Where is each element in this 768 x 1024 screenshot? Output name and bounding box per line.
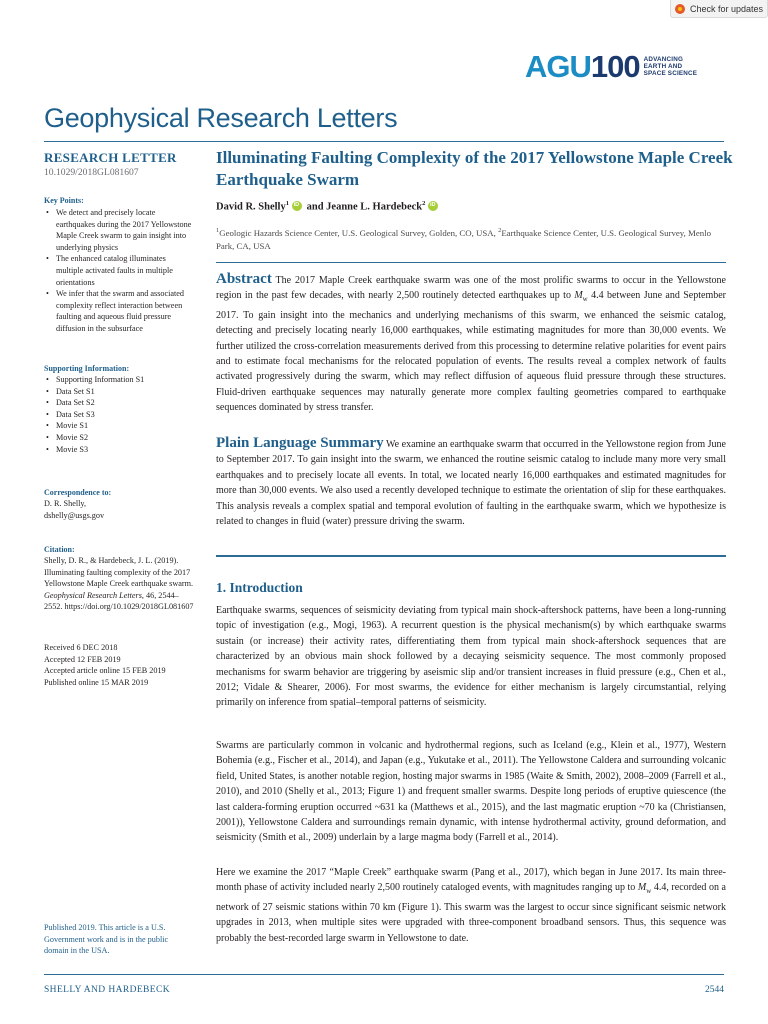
abstract-text: 4.4 between June and September 2017. To gain insight into the mechanics and underlying mechanisms of this swarm, we enhanced the seismic catalog, detecting and precisely locating nearly 16,000 earthquakes, while estimating magnitudes for more than 30,000 events. We further utilized the cross-correlation measurements derived from this processing to determine relative polarities for event pairs and to estimate focal mechanisms for the relocated population of events. The results reveal a complex network of faults activated progressively during the swarm, which may reflect diffusion of aqueous fluid pressure through these structures. Fluid-driven earthquake sequences may naturally generate more complex faulting geometries compared to earthquake sequences dominated by stress transfer. bbox=[216, 290, 726, 414]
key-points-list bbox=[44, 207, 194, 335]
header-divider bbox=[44, 141, 724, 142]
author-separator: and bbox=[303, 201, 327, 213]
intro-paragraph: Swarms are particularly common in volcanic and hydrothermal regions, such as Iceland (e.g., Klein et al., 1977), Western Bohemia (e.g., Fischer et al., 2014), and Japan (e.g., Yukutake et al., 2011). The Yellowstone Caldera and surrounding volcanic field, United States, is another notable region, hosting major swarms in 1985 (Waite & Smith, 2002), 2008–2009 (Farrell et al., 2010), and 2010 (Shelly et al., 2013; Figure 1) and frequent smaller swarms. Despite long periods of eruptive quiescence (the last caldera-forming eruption occurred ~631 ka (Matthews et al., 2015), and the last magmatic eruption ~70 ka (Christiansen, 2001)), Yellowstone Caldera and surroundings remain dynamic, with intense hydrothermal activity, ground deformation, and seismicity (Smith et al., 2009) underlain by a large magma body (Farrell et al., 2014). bbox=[216, 740, 726, 844]
correspondence bbox=[44, 488, 194, 521]
footer-divider bbox=[44, 974, 724, 975]
key-point-item: • We infer that the swarm and associated complexity reflect interaction between faulting and aqueous fluid pressure diffusion in the subsurface bbox=[44, 288, 194, 334]
logo-tag-line: ADVANCING bbox=[643, 55, 684, 63]
check-updates-label: Check for updates bbox=[690, 3, 764, 14]
author-list bbox=[216, 200, 440, 213]
orcid-icon[interactable] bbox=[292, 201, 302, 211]
supporting-item[interactable]: • Data Set S3 bbox=[44, 409, 194, 421]
intro-paragraph: Earthquake swarms, sequences of seismicity deviating from typical main shock-aftershock patterns, have been a long-running topic of investigation (e.g., Mogi, 1963). A recurrent question is the physical mechanism(s) by which earthquake swarms sustain (or increase) their activity rates, differentiating them from typical main shock-aftershock sequences that are characterized by an obvious main shock followed by a decaying seismicity sequence. The most commonly proposed mechanisms for swarm behavior are triggering by aseismic slip and/or transient increases in fluid pressure (e.g., Chen et al., 2012; Vidale & Shearer, 2006). For most swarms, the evidence for either mechanism is largely circumstantial, relying primarily on inference from spatial–temporal patterns of seismicity. bbox=[216, 605, 726, 709]
citation-journal: Geophysical Research Letters bbox=[44, 590, 142, 600]
published-online-date: Published online 15 MAR 2019 bbox=[44, 677, 149, 687]
citation-vol: , 46, bbox=[141, 590, 159, 600]
logo-agu: AGU bbox=[525, 48, 591, 84]
plain-language-summary bbox=[216, 436, 726, 529]
section-divider bbox=[216, 555, 726, 557]
logo-tagline bbox=[644, 56, 698, 77]
affil-sup: 1 bbox=[216, 227, 220, 234]
article-doi[interactable]: 10.1029/2018GL081607 bbox=[44, 167, 139, 178]
supporting-item[interactable]: • Movie S1 bbox=[44, 420, 194, 432]
abstract-heading: Abstract bbox=[216, 271, 272, 287]
key-points bbox=[44, 196, 194, 335]
supporting-item[interactable]: • Data Set S2 bbox=[44, 397, 194, 409]
received-date: Received 6 DEC 2018 bbox=[44, 643, 118, 652]
supporting-item[interactable]: • Movie S2 bbox=[44, 432, 194, 444]
author-name[interactable]: Jeanne L. Hardebeck bbox=[326, 201, 423, 213]
citation bbox=[44, 545, 196, 613]
affil-sup: 2 bbox=[498, 227, 502, 234]
supporting-item[interactable]: • Supporting Information S1 bbox=[44, 374, 194, 386]
pls-heading: Plain Language Summary bbox=[216, 435, 384, 451]
abstract bbox=[216, 272, 726, 416]
citation-post[interactable]: 2544–2552. https://doi.org/10.1029/2018GL081607 bbox=[44, 590, 194, 612]
supporting-item[interactable]: • Movie S3 bbox=[44, 444, 194, 456]
supporting-heading: Supporting Information: bbox=[44, 364, 130, 373]
agu-logo-mark bbox=[525, 48, 640, 84]
affiliation-2: Earthquake Science Center, U.S. Geological Survey, Menlo Park, CA, USA bbox=[216, 227, 711, 252]
logo-tag-line: SPACE SCIENCE bbox=[643, 69, 698, 77]
correspondence-heading: Correspondence to: bbox=[44, 488, 112, 497]
supporting-information bbox=[44, 364, 194, 455]
citation-heading: Citation: bbox=[44, 545, 75, 554]
citation-pre: Shelly, D. R., & Hardebeck, J. L. (2019). Illuminating faulting complexity of the 2017 Yellowstone Maple Creek earthquake swarm. bbox=[44, 556, 194, 589]
correspondence-email[interactable]: dshelly@usgs.gov bbox=[44, 510, 105, 520]
pls-text: We examine an earthquake swarm that occurred in the Yellowstone region from June to September 2017. To gain insight into the swarm, we enhanced the routine seismic catalog to include many more very small earthquakes and to precisely locate all events. In total, we located nearly 16,000 earthquakes and estimated magnitudes for more than 30,000 events. We also used a recently developed technique to estimate the orientation of slip for these earthquakes. This analysis reveals a complex spatial and temporal evolution of faulting in the earthquake swarm, which we hypothesize is related to changes in fluid (water) pressure driving the swarm. bbox=[216, 439, 726, 528]
supporting-list bbox=[44, 374, 194, 455]
orcid-icon[interactable] bbox=[428, 201, 438, 211]
author-affil-sup: 2 bbox=[422, 200, 426, 207]
license-note: Published 2019. This article is a U.S. Government work and is in the public domain in the USA. bbox=[44, 923, 169, 956]
magnitude-subscript: w bbox=[582, 295, 588, 304]
article-title: Illuminating Faulting Complexity of the 2017 Yellowstone Maple Creek Earthquake Swarm bbox=[216, 148, 733, 189]
author-name[interactable]: David R. Shelly bbox=[216, 201, 286, 213]
agu-logo bbox=[525, 48, 725, 84]
key-points-heading: Key Points: bbox=[44, 196, 84, 205]
intro-text: 4.4, recorded on a network of 27 seismic stations within 70 km (Figure 1). This swarm was the largest to occur since significant seismic network upgrades in 2013, when multiple sites were upgraded with three-component broadband sensors. Thus, this sequence was probably the best-recorded large swarm in Yellowstone to date. bbox=[216, 882, 726, 944]
accepted-date: Accepted 12 FEB 2019 bbox=[44, 654, 121, 664]
affiliation-1: Geologic Hazards Science Center, U.S. Geological Survey, Golden, CO, USA, bbox=[219, 227, 499, 238]
accepted-online-date: Accepted article online 15 FEB 2019 bbox=[44, 666, 166, 676]
abstract-divider bbox=[216, 262, 726, 263]
magnitude-symbol: M bbox=[574, 290, 583, 302]
intro-text: Here we examine the 2017 “Maple Creek” earthquake swarm (Pang et al., 2017), which began in June 2017. Its main three-month phase of activity included nearly 2,500 routinely cataloged events, with magnitudes ranging up to bbox=[216, 867, 726, 894]
intro-paragraph bbox=[216, 865, 726, 946]
magnitude-symbol: M bbox=[637, 882, 647, 894]
article-type: RESEARCH LETTER bbox=[44, 150, 177, 165]
correspondence-name: D. R. Shelly, bbox=[44, 499, 87, 508]
article-dates bbox=[44, 642, 204, 688]
logo-hundred: 100 bbox=[590, 48, 640, 84]
citation-text bbox=[44, 555, 196, 613]
page-number: 2544 bbox=[705, 985, 724, 995]
abstract-text: The 2017 Maple Creek earthquake swarm was one of the most prolific swarms to occur in the Yellowstone region in the past few decades, with nearly 2,500 routinely detected earthquakes up to bbox=[216, 275, 726, 302]
magnitude-subscript: w bbox=[646, 887, 652, 896]
logo-tag-line: EARTH AND bbox=[643, 62, 683, 70]
author-affil-sup: 1 bbox=[285, 200, 289, 207]
key-point-item: • We detect and precisely locate earthquakes during the 2017 Yellowstone Maple Creek swarm to gain insight into underlying physics bbox=[44, 207, 194, 253]
key-point-item: • The enhanced catalog illuminates multiple activated faults in multiple orientations bbox=[44, 253, 194, 288]
section-heading: 1. Introduction bbox=[216, 580, 303, 595]
affiliations bbox=[216, 224, 726, 254]
check-updates-icon bbox=[675, 4, 685, 14]
supporting-item[interactable]: • Data Set S1 bbox=[44, 386, 194, 398]
running-footer-authors: SHELLY AND HARDEBECK bbox=[44, 985, 170, 995]
journal-title: Geophysical Research Letters bbox=[44, 103, 398, 133]
check-for-updates-button[interactable] bbox=[670, 0, 768, 18]
